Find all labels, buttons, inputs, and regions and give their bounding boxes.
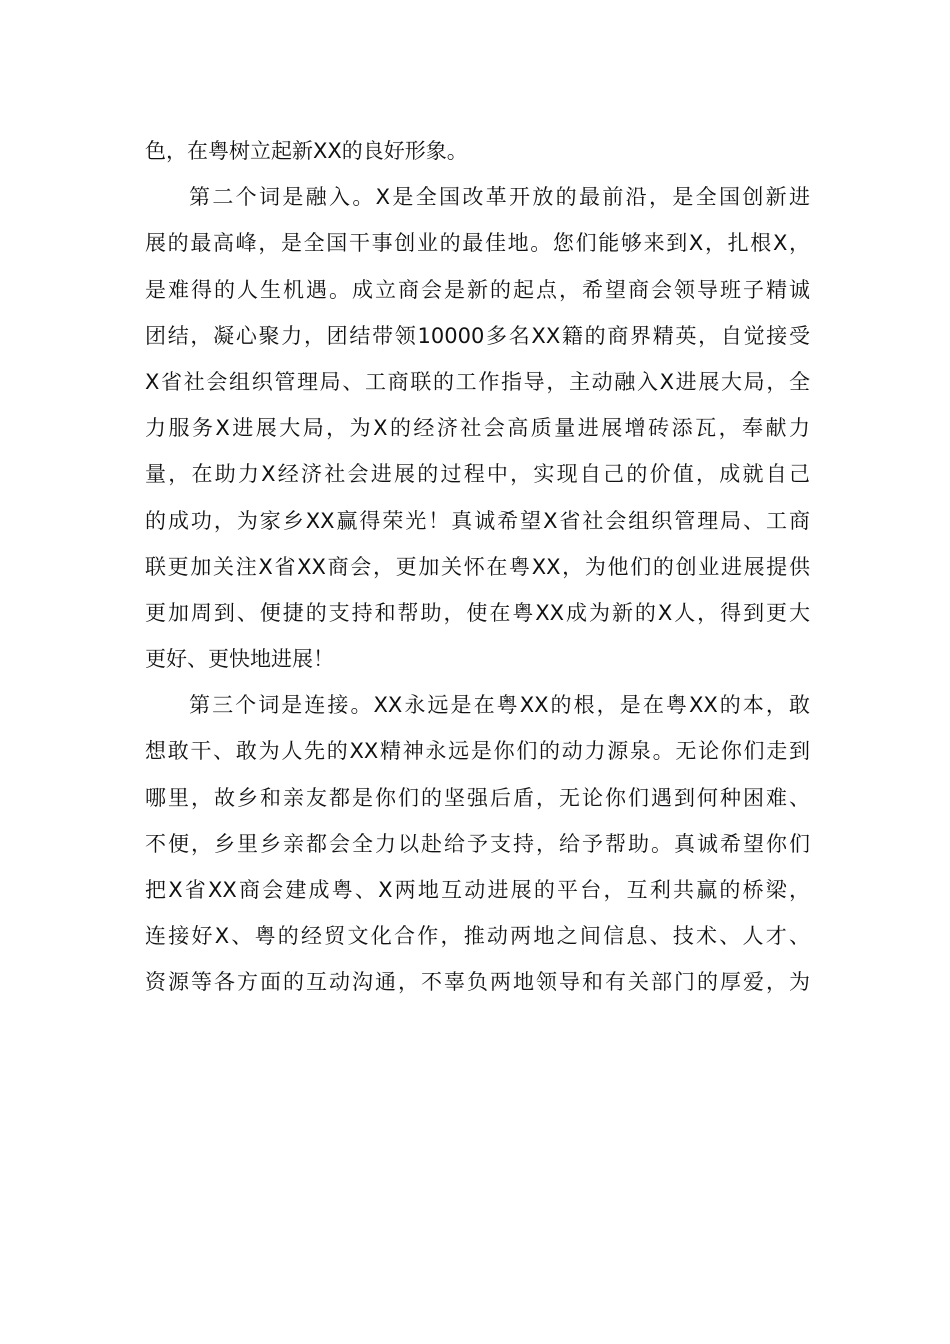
text-line: 更加周到、便捷的支持和帮助，使在粤XX成为新的X人，得到更大 <box>145 600 810 625</box>
text-line: 联更加关注X省XX商会，更加关怀在粤XX，为他们的创业进展提供 <box>145 554 810 579</box>
text-line: 的成功，为家乡XX赢得荣光！真诚希望X省社会组织管理局、工商 <box>145 508 810 533</box>
text-line: 团结，凝心聚力，团结带领10000多名XX籍的商界精英，自觉接受 <box>145 323 810 348</box>
text-line: 展的最高峰，是全国干事创业的最佳地。您们能够来到X，扎根X， <box>145 231 810 256</box>
text-line: 是难得的人生机遇。成立商会是新的起点，希望商会领导班子精诚 <box>145 277 810 302</box>
text-line: 量，在助力X经济社会进展的过程中，实现自己的价值，成就自己 <box>145 462 810 487</box>
text-line: 哪里，故乡和亲友都是你们的坚强后盾，无论你们遇到何种困难、 <box>145 785 810 810</box>
text-line: 色，在粤树立起新XX的良好形象。 <box>145 139 468 163</box>
text-line: 第三个词是连接。XX永远是在粤XX的根，是在粤XX的本，敢 <box>189 693 810 718</box>
text-line: 连接好X、粤的经贸文化合作，推动两地之间信息、技术、人才、 <box>145 924 810 949</box>
text-line: 想敢干、敢为人先的XX精神永远是你们的动力源泉。无论你们走到 <box>145 739 810 764</box>
text-line: 不便，乡里乡亲都会全力以赴给予支持，给予帮助。真诚希望你们 <box>145 831 810 856</box>
text-line: 更好、更快地进展！ <box>145 647 334 672</box>
text-line: 力服务X进展大局，为X的经济社会高质量进展增砖添瓦，奉献力 <box>145 416 810 441</box>
document-body <box>145 128 810 1006</box>
text-line: X省社会组织管理局、工商联的工作指导，主动融入X进展大局，全 <box>145 369 810 394</box>
text-line: 把X省XX商会建成粤、X两地互动进展的平台，互利共赢的桥梁， <box>145 878 810 902</box>
text-line: 第二个词是融入。X是全国改革开放的最前沿，是全国创新进 <box>189 185 810 210</box>
text-line: 资源等各方面的互动沟通，不辜负两地领导和有关部门的厚爱，为 <box>145 970 810 995</box>
